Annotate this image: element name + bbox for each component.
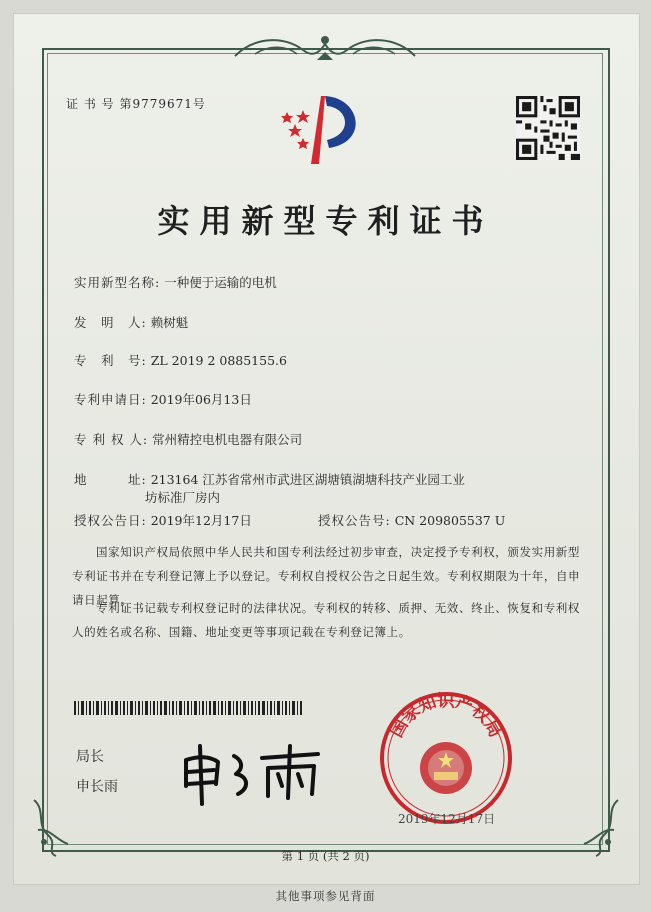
svg-text:国家知识产权局 xyxy=(387,691,505,741)
body-paragraph-1: 国家知识产权局依照中华人民共和国专利法经过初步审查，决定授予专利权，颁发实用新型专利证书并在专利登记簿上予以登记。专利权自授权公告之日起生效。专利权期限为十年，自申请日起算。 xyxy=(72,545,581,607)
patentee-row xyxy=(74,430,302,448)
director-name: 申长雨 xyxy=(76,779,118,795)
cnipa-logo-icon xyxy=(273,90,373,170)
barcode-icon xyxy=(74,701,304,715)
signature-icon xyxy=(178,738,328,808)
address-row xyxy=(74,470,465,488)
director-title: 局长 xyxy=(76,749,104,765)
address-label: 地 址: xyxy=(74,472,147,487)
inventor-label: 发 明 人: xyxy=(74,315,147,330)
grant-date-value: 2019年12月17日 xyxy=(150,513,252,528)
body-paragraph-2: 专利证书记载专利权登记时的法律状况。专利权的转移、质押、无效、终止、恢复和专利权人的姓名或名称、国籍、地址变更等事项记载在专利登记簿上。 xyxy=(72,601,580,639)
filing-date-value: 2019年06月13日 xyxy=(150,392,252,407)
certificate-number: 证 书 号 第9779671号 xyxy=(66,97,206,111)
inventor-row xyxy=(74,313,188,331)
inventor-value: 赖树魁 xyxy=(150,315,189,330)
seal-date: 2019年12月17日 xyxy=(398,812,496,826)
patent-number-row xyxy=(74,351,287,369)
patent-number-value: ZL 2019 2 0885155.6 xyxy=(150,353,287,368)
model-name-row xyxy=(74,273,277,291)
grant-number-row xyxy=(318,511,505,529)
grant-number-label: 授权公告号: xyxy=(318,513,391,528)
model-name-label: 实用新型名称: xyxy=(74,275,161,290)
top-ornament-icon xyxy=(225,30,425,66)
decorative-frame-inner xyxy=(47,53,603,845)
patent-number-label: 专 利 号: xyxy=(74,353,147,368)
page-number: 第 1 页 (共 2 页) xyxy=(281,849,370,863)
footer-note: 其他事项参见背面 xyxy=(275,889,376,903)
certificate-title: 实用新型专利证书 xyxy=(157,202,494,240)
grant-date-label: 授权公告日: xyxy=(74,513,147,528)
patentee-value: 常州精控电机电器有限公司 xyxy=(152,432,303,447)
filing-date-label: 专利申请日: xyxy=(74,392,147,407)
grant-date-row xyxy=(74,511,252,529)
filing-date-row xyxy=(74,390,252,408)
address-value-line1: 213164 江苏省常州市武进区湖塘镇湖塘科技产业园工业 xyxy=(150,472,465,487)
grant-number-value: CN 209805537 U xyxy=(394,513,506,528)
patentee-label: 专 利 权 人: xyxy=(74,432,149,447)
official-seal-icon xyxy=(378,690,514,826)
qr-code-icon xyxy=(516,96,580,160)
seal-text: 国家知识产权局 xyxy=(386,691,506,741)
model-name-value: 一种便于运输的电机 xyxy=(164,275,277,290)
address-value-line2: 坊标准厂房内 xyxy=(145,490,221,505)
